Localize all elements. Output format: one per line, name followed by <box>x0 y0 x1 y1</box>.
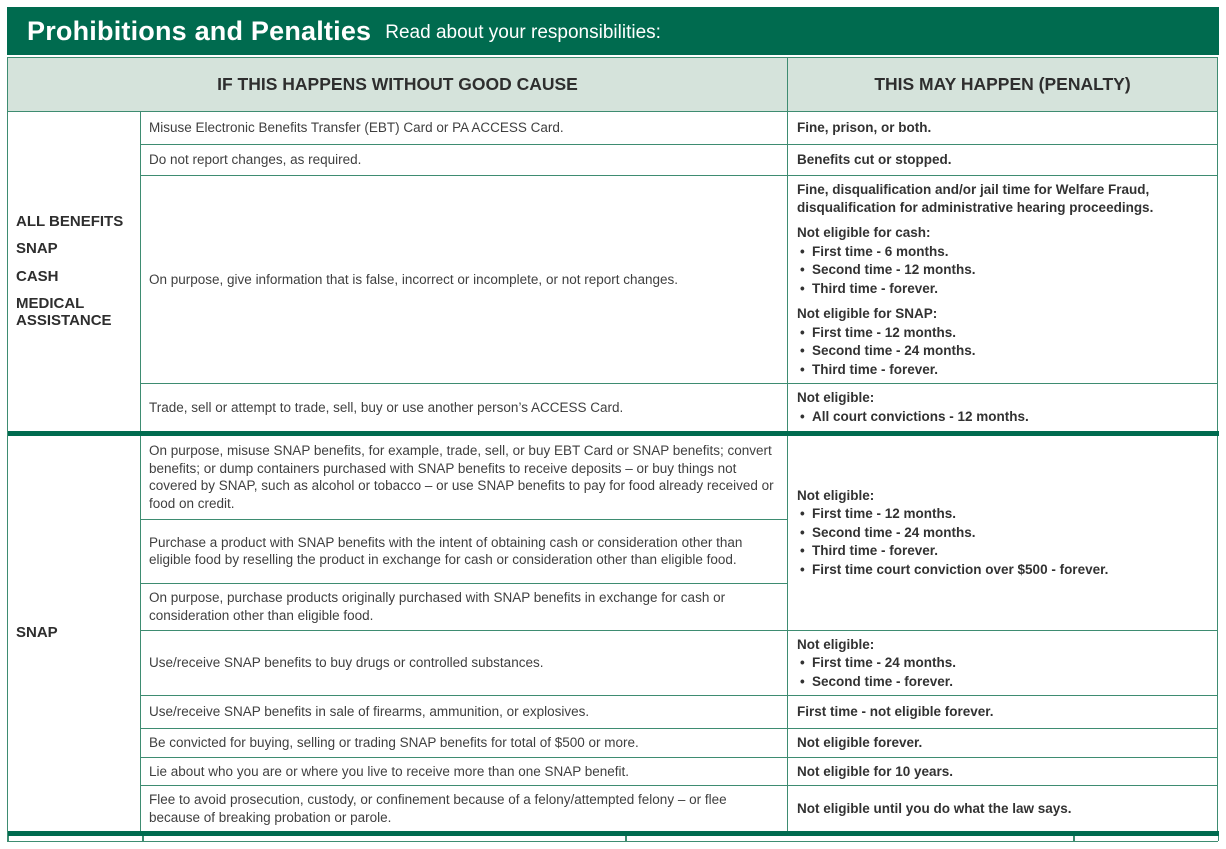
penalty-bullet-text: Second time - 24 months. <box>812 343 976 359</box>
section-label-line: MEDICAL ASSISTANCE <box>16 295 112 329</box>
table-row <box>141 729 1217 758</box>
cause-text: Lie about who you are or where you live to receive more than one SNAP benefit. <box>149 763 630 779</box>
section-label-line: CASH <box>16 267 59 285</box>
section-snap <box>8 436 1217 832</box>
bullet-icon: • <box>800 324 805 340</box>
cause-cell <box>141 520 787 584</box>
cause-text: Use/receive SNAP benefits in sale of firearms, ammunition, or explosives. <box>149 704 590 720</box>
cause-cell <box>141 786 788 831</box>
section-label-line: SNAP <box>16 624 58 642</box>
penalty-bullet-text: Third time - forever. <box>812 543 939 559</box>
cause-stack <box>141 436 788 630</box>
cause-cell <box>141 436 787 520</box>
cause-text: On purpose, purchase products originally purchased with SNAP benefits in exchange for cash or consideration other than eligible food. <box>149 590 726 623</box>
page-title: Prohibitions and Penalties <box>27 15 372 46</box>
bullet-icon: • <box>800 361 805 377</box>
penalty-text: Not eligible until you do what the law says. <box>797 801 1072 817</box>
cause-text: On purpose, give information that is false, incorrect or incomplete, or not report changes. <box>149 271 679 287</box>
cutoff-column-line <box>142 836 144 841</box>
penalty-cell <box>788 176 1217 383</box>
table-header-row <box>8 57 1217 112</box>
cause-text: Misuse Electronic Benefits Transfer (EBT) Card or PA ACCESS Card. <box>149 120 564 136</box>
cause-cell <box>141 631 788 696</box>
bullet-icon: • <box>800 409 805 425</box>
penalty-bullet-text: Third time - forever. <box>812 361 939 377</box>
cause-text: Flee to avoid prosecution, custody, or confinement because of a felony/attempted felony – or flee because of breaking probation or parole. <box>149 792 727 825</box>
table-row <box>141 384 1217 430</box>
penalty-bullet-text: First time - 12 months. <box>812 324 957 340</box>
section-label-cell <box>8 436 141 832</box>
penalty-bullet-text: First time - 24 months. <box>812 655 957 671</box>
bullet-icon: • <box>800 243 805 259</box>
cause-cell <box>141 584 787 630</box>
cause-text: Purchase a product with SNAP benefits with the intent of obtaining cash or consideration other than eligible food by reselling the product in exchange for cash or consideration other than eligible food. <box>149 534 743 568</box>
bullet-icon: • <box>800 673 805 689</box>
cause-cell <box>141 729 788 757</box>
penalty-bullet-text: First time - 12 months. <box>812 506 957 522</box>
penalty-text: Not eligible: <box>797 390 875 406</box>
table-row <box>141 145 1217 176</box>
cause-cell <box>141 758 788 786</box>
penalty-cell <box>788 758 1217 786</box>
merged-penalty-group <box>141 436 1217 631</box>
bullet-icon: • <box>800 343 805 359</box>
penalty-cell <box>788 112 1217 144</box>
bullet-icon: • <box>800 506 805 522</box>
penalty-text: Not eligible for 10 years. <box>797 763 954 779</box>
column-header-cause: IF THIS HAPPENS WITHOUT GOOD CAUSE <box>8 58 788 111</box>
penalty-text: Benefits cut or stopped. <box>797 152 952 168</box>
cause-cell <box>141 145 788 175</box>
section-rows <box>141 112 1217 431</box>
penalty-bullet-text: All court convictions - 12 months. <box>812 409 1029 425</box>
section-label-line: SNAP <box>16 240 58 258</box>
cause-text: Be convicted for buying, selling or trading SNAP benefits for total of $500 or more. <box>149 735 639 751</box>
section-label-line: ALL BENEFITS <box>16 212 124 230</box>
penalty-text: First time - not eligible forever. <box>797 704 994 720</box>
bullet-icon: • <box>800 655 805 671</box>
cause-cell <box>141 696 788 728</box>
table-row <box>141 112 1217 145</box>
table-row <box>141 176 1217 384</box>
penalty-bullet-item <box>797 408 1209 426</box>
table-row <box>141 696 1217 729</box>
cause-text: On purpose, misuse SNAP benefits, for example, trade, sell, or buy EBT Card or SNAP benefits; convert benefits; or dump containers purchased with SNAP benefits to receive deposits – or buy things not covered by SNAP, such as alcohol or tobacco – or use SNAP benefits to pay for food already received or food on credit. <box>149 442 774 511</box>
bullet-icon: • <box>800 524 805 540</box>
bullet-icon: • <box>800 561 805 577</box>
table-row <box>141 631 1217 697</box>
section-label-cell <box>8 112 141 431</box>
penalty-text: Not eligible: <box>797 487 875 503</box>
table-row <box>141 786 1217 831</box>
penalty-bullet-item <box>797 561 1209 579</box>
penalty-cell <box>788 729 1217 757</box>
cause-cell <box>141 176 788 383</box>
bullet-icon: • <box>800 280 805 296</box>
penalty-cell <box>788 696 1217 728</box>
penalty-bullet-text: Second time - 24 months. <box>812 524 976 540</box>
penalty-cell <box>788 786 1217 831</box>
penalty-bullet-item <box>797 243 1209 261</box>
penalty-bullet-item <box>797 280 1209 298</box>
column-header-penalty: THIS MAY HAPPEN (PENALTY) <box>874 74 1131 94</box>
penalty-cell <box>788 436 1217 630</box>
prohibitions-table <box>7 57 1218 842</box>
section-all-benefits <box>8 112 1217 431</box>
penalty-cell <box>788 145 1217 175</box>
table-row <box>141 758 1217 787</box>
page-subtitle: Read about your responsibilities: <box>385 22 661 43</box>
penalty-bullet-item <box>797 261 1209 279</box>
cause-text: Trade, sell or attempt to trade, sell, buy or use another person’s ACCESS Card. <box>149 399 624 415</box>
cutoff-column-line <box>625 836 627 841</box>
penalty-bullet-item <box>797 342 1209 360</box>
penalty-text: Fine, disqualification and/or jail time for Welfare Fraud, disqualification for administrative hearing proceedings. <box>797 182 1154 215</box>
section-rows <box>141 436 1217 832</box>
penalty-bullet-item <box>797 542 1209 560</box>
penalty-text: Not eligible: <box>797 636 875 652</box>
penalty-text: Fine, prison, or both. <box>797 120 932 136</box>
bullet-icon: • <box>800 262 805 278</box>
penalty-text: Not eligible for cash: <box>797 225 931 241</box>
penalty-text: Not eligible for SNAP: <box>797 306 938 322</box>
penalty-bullet-item <box>797 505 1209 523</box>
title-bar <box>7 7 1219 55</box>
cause-text: Use/receive SNAP benefits to buy drugs or controlled substances. <box>149 655 544 671</box>
cause-text: Do not report changes, as required. <box>149 152 362 168</box>
penalty-cell <box>788 384 1217 430</box>
penalty-bullet-text: First time court conviction over $500 - forever. <box>812 561 1109 577</box>
penalty-bullet-item <box>797 654 1209 672</box>
cause-cell <box>141 112 788 144</box>
cause-cell <box>141 384 788 430</box>
penalty-bullet-item <box>797 673 1209 691</box>
penalty-bullet-item <box>797 361 1209 379</box>
bullet-icon: • <box>800 543 805 559</box>
penalty-bullet-text: Second time - forever. <box>812 673 954 689</box>
penalty-text: Not eligible forever. <box>797 735 923 751</box>
penalty-bullet-item <box>797 324 1209 342</box>
penalty-bullet-item <box>797 524 1209 542</box>
penalty-cell <box>788 631 1217 696</box>
next-section-cutoff <box>8 836 1219 841</box>
penalty-bullet-text: First time - 6 months. <box>812 243 949 259</box>
cutoff-column-line <box>1073 836 1075 841</box>
penalty-bullet-text: Third time - forever. <box>812 280 939 296</box>
penalty-bullet-text: Second time - 12 months. <box>812 262 976 278</box>
